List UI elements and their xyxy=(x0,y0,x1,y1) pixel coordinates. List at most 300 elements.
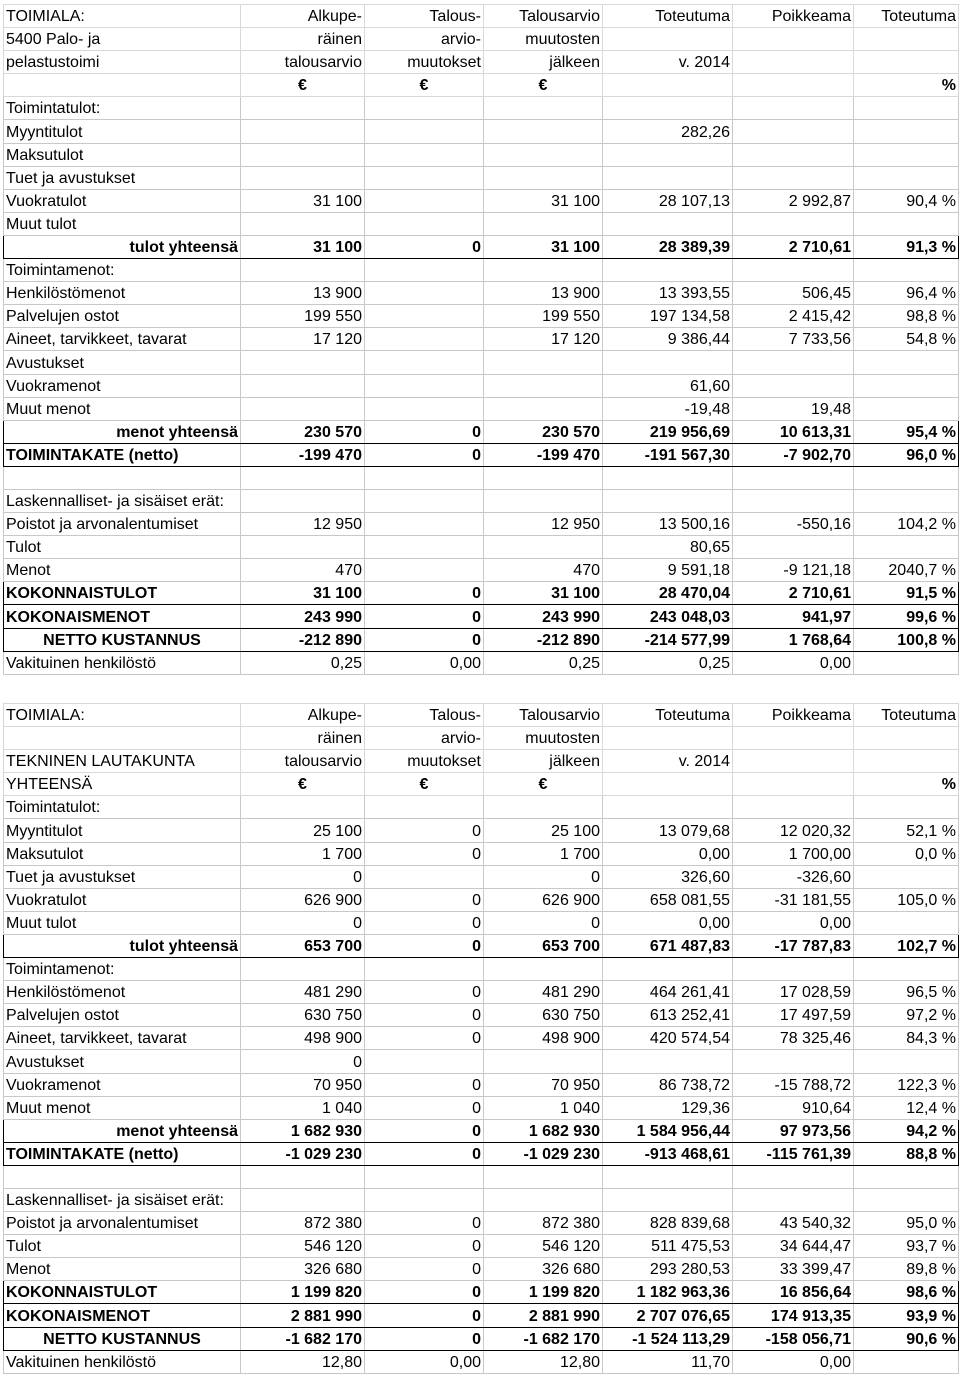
cell-alkuperainen xyxy=(241,351,365,374)
cell-poikkeama: 34 644,47 xyxy=(733,1235,854,1258)
row-label: Vuokramenot xyxy=(4,374,241,397)
cell-toteutuma-pct: 0,0 % xyxy=(854,842,959,865)
cell-poikkeama xyxy=(733,374,854,397)
department-title-line: 5400 Palo- ja xyxy=(4,28,241,51)
cell-toteutuma: 13 079,68 xyxy=(603,819,733,842)
cell-alkuperainen: 630 750 xyxy=(241,1004,365,1027)
cell-poikkeama: 506,45 xyxy=(733,282,854,305)
column-header-toteutuma xyxy=(603,28,733,51)
cell-toteutuma xyxy=(603,466,733,489)
cell-toteutuma-pct xyxy=(854,259,959,282)
column-header-poikkeama xyxy=(733,28,854,51)
cell-toteutuma: 658 081,55 xyxy=(603,888,733,911)
column-header-alkuperainen: Alkupe- xyxy=(241,704,365,727)
cell-alkuperainen: -199 470 xyxy=(241,443,365,466)
cell-toteutuma: 197 134,58 xyxy=(603,305,733,328)
cell-poikkeama: 17 028,59 xyxy=(733,981,854,1004)
unit-row xyxy=(4,74,959,97)
cell-muutosten-jalkeen xyxy=(484,796,603,819)
unit-toteutuma-pct: % xyxy=(854,74,959,97)
cell-toteutuma-pct: 96,5 % xyxy=(854,981,959,1004)
cell-poikkeama: -158 056,71 xyxy=(733,1327,854,1350)
cell-muutosten-jalkeen xyxy=(484,958,603,981)
cell-muutokset: 0 xyxy=(365,1073,484,1096)
cell-muutosten-jalkeen: -1 029 230 xyxy=(484,1142,603,1165)
cell-poikkeama xyxy=(733,120,854,143)
cell-alkuperainen xyxy=(241,536,365,559)
cell-muutokset: 0 xyxy=(365,582,484,605)
row-label: KOKONAISMENOT xyxy=(4,605,241,628)
cell-toteutuma: 13 500,16 xyxy=(603,513,733,536)
column-header-toteutuma: Toteutuma xyxy=(603,5,733,28)
column-header-toteutuma-pct: Toteutuma xyxy=(854,5,959,28)
row-label: Maksutulot xyxy=(4,143,241,166)
row-label: Poistot ja arvonalentumiset xyxy=(4,513,241,536)
cell-toteutuma: 326,60 xyxy=(603,865,733,888)
cell-toteutuma-pct xyxy=(854,958,959,981)
cell-alkuperainen: 70 950 xyxy=(241,1073,365,1096)
cell-muutosten-jalkeen xyxy=(484,536,603,559)
cell-toteutuma-pct: 98,6 % xyxy=(854,1281,959,1304)
cell-poikkeama: 17 497,59 xyxy=(733,1004,854,1027)
cell-toteutuma: 86 738,72 xyxy=(603,1073,733,1096)
table-row xyxy=(4,397,959,420)
cell-muutokset: 0 xyxy=(365,628,484,651)
column-header-alkuperainen: talousarvio xyxy=(241,750,365,773)
cell-toteutuma-pct xyxy=(854,166,959,189)
cell-muutokset xyxy=(365,536,484,559)
cell-toteutuma: -214 577,99 xyxy=(603,628,733,651)
cell-poikkeama: -550,16 xyxy=(733,513,854,536)
cell-muutokset: 0 xyxy=(365,911,484,934)
table-row xyxy=(4,536,959,559)
row-label: Menot xyxy=(4,1258,241,1281)
cell-toteutuma: 80,65 xyxy=(603,536,733,559)
cell-muutosten-jalkeen xyxy=(484,1050,603,1073)
department-title-line: TEKNINEN LAUTAKUNTA xyxy=(4,750,241,773)
column-header-muutosten-jalkeen: muutosten xyxy=(484,28,603,51)
row-label: tulot yhteensä xyxy=(4,934,241,957)
cell-poikkeama: -31 181,55 xyxy=(733,888,854,911)
column-header-toteutuma-pct xyxy=(854,28,959,51)
header-row xyxy=(4,28,959,51)
row-label: Muut menot xyxy=(4,397,241,420)
cell-alkuperainen: 470 xyxy=(241,559,365,582)
unit-row-label xyxy=(4,74,241,97)
table-row xyxy=(4,888,959,911)
cell-muutokset xyxy=(365,397,484,420)
cell-poikkeama: 1 700,00 xyxy=(733,842,854,865)
cell-muutosten-jalkeen xyxy=(484,120,603,143)
cell-alkuperainen: -1 029 230 xyxy=(241,1142,365,1165)
table-row xyxy=(4,1188,959,1211)
cell-toteutuma: 13 393,55 xyxy=(603,282,733,305)
column-header-toteutuma-pct xyxy=(854,750,959,773)
cell-muutokset: 0 xyxy=(365,443,484,466)
cell-poikkeama: 1 768,64 xyxy=(733,628,854,651)
cell-poikkeama xyxy=(733,143,854,166)
unit-muutosten-jalkeen: € xyxy=(484,74,603,97)
cell-muutosten-jalkeen: 199 550 xyxy=(484,305,603,328)
cell-toteutuma xyxy=(603,351,733,374)
row-label: TOIMINTAKATE (netto) xyxy=(4,1142,241,1165)
cell-muutokset xyxy=(365,259,484,282)
cell-poikkeama: -15 788,72 xyxy=(733,1073,854,1096)
unit-toteutuma-pct: % xyxy=(854,773,959,796)
cell-poikkeama: 33 399,47 xyxy=(733,1258,854,1281)
table-row xyxy=(4,166,959,189)
cell-alkuperainen: 626 900 xyxy=(241,888,365,911)
table-row xyxy=(4,189,959,212)
unit-muutokset: € xyxy=(365,773,484,796)
cell-toteutuma-pct: 12,4 % xyxy=(854,1096,959,1119)
cell-muutokset: 0 xyxy=(365,1281,484,1304)
cell-alkuperainen xyxy=(241,212,365,235)
column-header-poikkeama xyxy=(733,51,854,74)
cell-toteutuma: 243 048,03 xyxy=(603,605,733,628)
row-label: Vakituinen henkilöstö xyxy=(4,651,241,674)
cell-muutokset xyxy=(365,1188,484,1211)
cell-toteutuma-pct: 52,1 % xyxy=(854,819,959,842)
row-label: Aineet, tarvikkeet, tavarat xyxy=(4,1027,241,1050)
header-row xyxy=(4,5,959,28)
cell-toteutuma-pct xyxy=(854,1188,959,1211)
cell-toteutuma xyxy=(603,1188,733,1211)
cell-muutokset: 0 xyxy=(365,605,484,628)
cell-toteutuma xyxy=(603,97,733,120)
cell-alkuperainen: 12 950 xyxy=(241,513,365,536)
cell-muutokset xyxy=(365,97,484,120)
table-row xyxy=(4,1027,959,1050)
cell-poikkeama xyxy=(733,489,854,512)
cell-alkuperainen: 31 100 xyxy=(241,235,365,258)
cell-muutosten-jalkeen: 25 100 xyxy=(484,819,603,842)
cell-toteutuma xyxy=(603,212,733,235)
cell-muutosten-jalkeen xyxy=(484,351,603,374)
table-row xyxy=(4,489,959,512)
header-row xyxy=(4,750,959,773)
cell-poikkeama: 78 325,46 xyxy=(733,1027,854,1050)
cell-poikkeama xyxy=(733,796,854,819)
cell-poikkeama xyxy=(733,1165,854,1188)
cell-muutosten-jalkeen: 230 570 xyxy=(484,420,603,443)
cell-muutokset: 0 xyxy=(365,1027,484,1050)
cell-toteutuma-pct: 99,6 % xyxy=(854,605,959,628)
cell-toteutuma-pct: 97,2 % xyxy=(854,1004,959,1027)
cell-alkuperainen: 1 199 820 xyxy=(241,1281,365,1304)
table-row xyxy=(4,1142,959,1165)
row-label xyxy=(4,1165,241,1188)
table-row xyxy=(4,1258,959,1281)
table-row xyxy=(4,97,959,120)
table-row xyxy=(4,282,959,305)
row-label: Vuokratulot xyxy=(4,189,241,212)
cell-toteutuma: 2 707 076,65 xyxy=(603,1304,733,1327)
column-header-poikkeama xyxy=(733,727,854,750)
department-title-line xyxy=(4,727,241,750)
row-label: Palvelujen ostot xyxy=(4,1004,241,1027)
cell-alkuperainen: 481 290 xyxy=(241,981,365,1004)
unit-muutokset: € xyxy=(365,74,484,97)
cell-toteutuma-pct xyxy=(854,911,959,934)
department-title-line: pelastustoimi xyxy=(4,51,241,74)
cell-muutosten-jalkeen: -212 890 xyxy=(484,628,603,651)
cell-muutokset: 0 xyxy=(365,888,484,911)
cell-alkuperainen: 0 xyxy=(241,865,365,888)
table-row xyxy=(4,1073,959,1096)
cell-muutosten-jalkeen: 0 xyxy=(484,911,603,934)
cell-muutokset xyxy=(365,958,484,981)
cell-alkuperainen: 31 100 xyxy=(241,582,365,605)
cell-muutosten-jalkeen: 626 900 xyxy=(484,888,603,911)
cell-alkuperainen xyxy=(241,143,365,166)
cell-toteutuma-pct xyxy=(854,143,959,166)
cell-poikkeama xyxy=(733,212,854,235)
cell-poikkeama: -326,60 xyxy=(733,865,854,888)
cell-toteutuma-pct: 2040,7 % xyxy=(854,559,959,582)
cell-muutosten-jalkeen: 31 100 xyxy=(484,235,603,258)
cell-muutosten-jalkeen xyxy=(484,489,603,512)
cell-muutosten-jalkeen: 13 900 xyxy=(484,282,603,305)
row-label: menot yhteensä xyxy=(4,1119,241,1142)
cell-poikkeama: -115 761,39 xyxy=(733,1142,854,1165)
cell-poikkeama: -7 902,70 xyxy=(733,443,854,466)
cell-toteutuma: 0,00 xyxy=(603,911,733,934)
cell-muutokset xyxy=(365,466,484,489)
row-label: TOIMINTAKATE (netto) xyxy=(4,443,241,466)
cell-muutokset xyxy=(365,351,484,374)
row-label: Vakituinen henkilöstö xyxy=(4,1350,241,1373)
cell-toteutuma-pct: 88,8 % xyxy=(854,1142,959,1165)
cell-muutokset xyxy=(365,1165,484,1188)
cell-alkuperainen xyxy=(241,958,365,981)
table-row xyxy=(4,513,959,536)
header-row xyxy=(4,704,959,727)
unit-poikkeama xyxy=(733,74,854,97)
cell-toteutuma: 1 584 956,44 xyxy=(603,1119,733,1142)
cell-toteutuma: -913 468,61 xyxy=(603,1142,733,1165)
cell-muutosten-jalkeen: 498 900 xyxy=(484,1027,603,1050)
row-label: Toimintatulot: xyxy=(4,796,241,819)
row-label: KOKONNAISTULOT xyxy=(4,1281,241,1304)
cell-muutokset xyxy=(365,559,484,582)
row-label: Poistot ja arvonalentumiset xyxy=(4,1212,241,1235)
table-row xyxy=(4,1327,959,1350)
row-label: KOKONAISMENOT xyxy=(4,1304,241,1327)
cell-alkuperainen: 0 xyxy=(241,911,365,934)
cell-alkuperainen: -212 890 xyxy=(241,628,365,651)
cell-muutokset: 0 xyxy=(365,1004,484,1027)
table-row xyxy=(4,865,959,888)
cell-toteutuma-pct xyxy=(854,489,959,512)
cell-muutosten-jalkeen: 17 120 xyxy=(484,328,603,351)
cell-toteutuma: 28 389,39 xyxy=(603,235,733,258)
table-row xyxy=(4,934,959,957)
cell-muutosten-jalkeen: 0 xyxy=(484,865,603,888)
column-header-toteutuma-pct xyxy=(854,727,959,750)
unit-toteutuma xyxy=(603,74,733,97)
cell-toteutuma: 9 591,18 xyxy=(603,559,733,582)
column-header-toteutuma xyxy=(603,727,733,750)
table-row xyxy=(4,120,959,143)
column-header-poikkeama: Poikkeama xyxy=(733,704,854,727)
cell-poikkeama: 910,64 xyxy=(733,1096,854,1119)
cell-muutosten-jalkeen xyxy=(484,166,603,189)
cell-muutokset xyxy=(365,212,484,235)
cell-muutokset xyxy=(365,143,484,166)
spacer-row xyxy=(4,466,959,489)
cell-alkuperainen: 31 100 xyxy=(241,189,365,212)
cell-poikkeama: 941,97 xyxy=(733,605,854,628)
cell-toteutuma-pct xyxy=(854,97,959,120)
cell-alkuperainen: 243 990 xyxy=(241,605,365,628)
table-row xyxy=(4,305,959,328)
cell-muutosten-jalkeen: 1 040 xyxy=(484,1096,603,1119)
cell-toteutuma-pct xyxy=(854,1050,959,1073)
cell-muutosten-jalkeen: 31 100 xyxy=(484,189,603,212)
row-label: tulot yhteensä xyxy=(4,235,241,258)
column-header-toteutuma xyxy=(603,773,733,796)
cell-toteutuma: 613 252,41 xyxy=(603,1004,733,1027)
cell-muutokset xyxy=(365,489,484,512)
cell-toteutuma xyxy=(603,489,733,512)
cell-muutosten-jalkeen: 470 xyxy=(484,559,603,582)
cell-toteutuma: -19,48 xyxy=(603,397,733,420)
table-row xyxy=(4,443,959,466)
table-row xyxy=(4,651,959,674)
table-row xyxy=(4,374,959,397)
cell-muutosten-jalkeen: 0,25 xyxy=(484,651,603,674)
column-header-muutokset: arvio- xyxy=(365,28,484,51)
cell-toteutuma-pct: 54,8 % xyxy=(854,328,959,351)
header-row xyxy=(4,773,959,796)
cell-alkuperainen xyxy=(241,466,365,489)
column-header-muutosten-jalkeen: jälkeen xyxy=(484,51,603,74)
table-row xyxy=(4,1281,959,1304)
row-label: Muut menot xyxy=(4,1096,241,1119)
cell-poikkeama: 0,00 xyxy=(733,911,854,934)
cell-alkuperainen: -1 682 170 xyxy=(241,1327,365,1350)
spacer-row xyxy=(4,1165,959,1188)
cell-muutokset: 0,00 xyxy=(365,651,484,674)
cell-muutosten-jalkeen xyxy=(484,374,603,397)
cell-muutosten-jalkeen: 243 990 xyxy=(484,605,603,628)
table-row xyxy=(4,796,959,819)
cell-poikkeama: -17 787,83 xyxy=(733,934,854,957)
cell-toteutuma xyxy=(603,1050,733,1073)
row-label: Avustukset xyxy=(4,1050,241,1073)
cell-alkuperainen: 498 900 xyxy=(241,1027,365,1050)
cell-toteutuma-pct: 105,0 % xyxy=(854,888,959,911)
cell-alkuperainen: 872 380 xyxy=(241,1212,365,1235)
cell-alkuperainen xyxy=(241,1165,365,1188)
cell-toteutuma-pct: 95,0 % xyxy=(854,1212,959,1235)
cell-muutosten-jalkeen xyxy=(484,1188,603,1211)
column-header-muutokset: Talous- xyxy=(365,704,484,727)
cell-toteutuma-pct xyxy=(854,536,959,559)
cell-poikkeama: 97 973,56 xyxy=(733,1119,854,1142)
table-row xyxy=(4,1304,959,1327)
cell-muutokset: 0 xyxy=(365,420,484,443)
cell-toteutuma: 219 956,69 xyxy=(603,420,733,443)
cell-poikkeama xyxy=(733,958,854,981)
cell-toteutuma-pct: 98,8 % xyxy=(854,305,959,328)
table-row xyxy=(4,1050,959,1073)
cell-poikkeama xyxy=(733,97,854,120)
table-row xyxy=(4,212,959,235)
column-header-toteutuma: Toteutuma xyxy=(603,704,733,727)
cell-poikkeama: 2 710,61 xyxy=(733,235,854,258)
table-row xyxy=(4,958,959,981)
table-row xyxy=(4,1119,959,1142)
cell-muutokset xyxy=(365,282,484,305)
cell-alkuperainen xyxy=(241,259,365,282)
cell-muutosten-jalkeen: 546 120 xyxy=(484,1235,603,1258)
cell-muutosten-jalkeen: -1 682 170 xyxy=(484,1327,603,1350)
cell-muutokset: 0 xyxy=(365,1212,484,1235)
table-row xyxy=(4,1096,959,1119)
column-header-poikkeama xyxy=(733,773,854,796)
cell-toteutuma xyxy=(603,958,733,981)
cell-poikkeama: 0,00 xyxy=(733,651,854,674)
column-header-alkuperainen: talousarvio xyxy=(241,51,365,74)
cell-muutokset: 0 xyxy=(365,235,484,258)
cell-toteutuma-pct: 94,2 % xyxy=(854,1119,959,1142)
cell-alkuperainen xyxy=(241,1188,365,1211)
column-header-muutokset: Talous- xyxy=(365,5,484,28)
unit-muutosten-jalkeen: € xyxy=(484,773,603,796)
cell-muutokset: 0 xyxy=(365,981,484,1004)
cell-muutosten-jalkeen: 653 700 xyxy=(484,934,603,957)
column-header-muutosten-jalkeen: Talousarvio xyxy=(484,704,603,727)
cell-toteutuma-pct xyxy=(854,651,959,674)
column-header-alkuperainen: Alkupe- xyxy=(241,5,365,28)
cell-toteutuma: 293 280,53 xyxy=(603,1258,733,1281)
cell-alkuperainen: 2 881 990 xyxy=(241,1304,365,1327)
cell-toteutuma: 511 475,53 xyxy=(603,1235,733,1258)
cell-muutosten-jalkeen: 2 881 990 xyxy=(484,1304,603,1327)
row-label: Menot xyxy=(4,559,241,582)
row-label: Henkilöstömenot xyxy=(4,981,241,1004)
cell-toteutuma: 9 386,44 xyxy=(603,328,733,351)
row-label: Muut tulot xyxy=(4,911,241,934)
row-label: Avustukset xyxy=(4,351,241,374)
row-label: Maksutulot xyxy=(4,842,241,865)
cell-muutosten-jalkeen: 12,80 xyxy=(484,1350,603,1373)
column-header-muutokset: muutokset xyxy=(365,51,484,74)
cell-toteutuma-pct: 89,8 % xyxy=(854,1258,959,1281)
row-label: Toimintamenot: xyxy=(4,958,241,981)
row-label xyxy=(4,466,241,489)
cell-poikkeama: 2 992,87 xyxy=(733,189,854,212)
cell-poikkeama xyxy=(733,536,854,559)
cell-alkuperainen: 0 xyxy=(241,1050,365,1073)
cell-muutokset: 0 xyxy=(365,1258,484,1281)
cell-alkuperainen xyxy=(241,397,365,420)
cell-toteutuma-pct: 96,4 % xyxy=(854,282,959,305)
row-label: NETTO KUSTANNUS xyxy=(4,628,241,651)
cell-toteutuma-pct xyxy=(854,120,959,143)
table-row xyxy=(4,819,959,842)
cell-muutosten-jalkeen: 1 700 xyxy=(484,842,603,865)
cell-alkuperainen xyxy=(241,796,365,819)
cell-muutosten-jalkeen: 481 290 xyxy=(484,981,603,1004)
cell-toteutuma: 828 839,68 xyxy=(603,1212,733,1235)
cell-toteutuma: -191 567,30 xyxy=(603,443,733,466)
cell-muutokset: 0 xyxy=(365,1327,484,1350)
header-row xyxy=(4,727,959,750)
column-header-poikkeama xyxy=(733,750,854,773)
